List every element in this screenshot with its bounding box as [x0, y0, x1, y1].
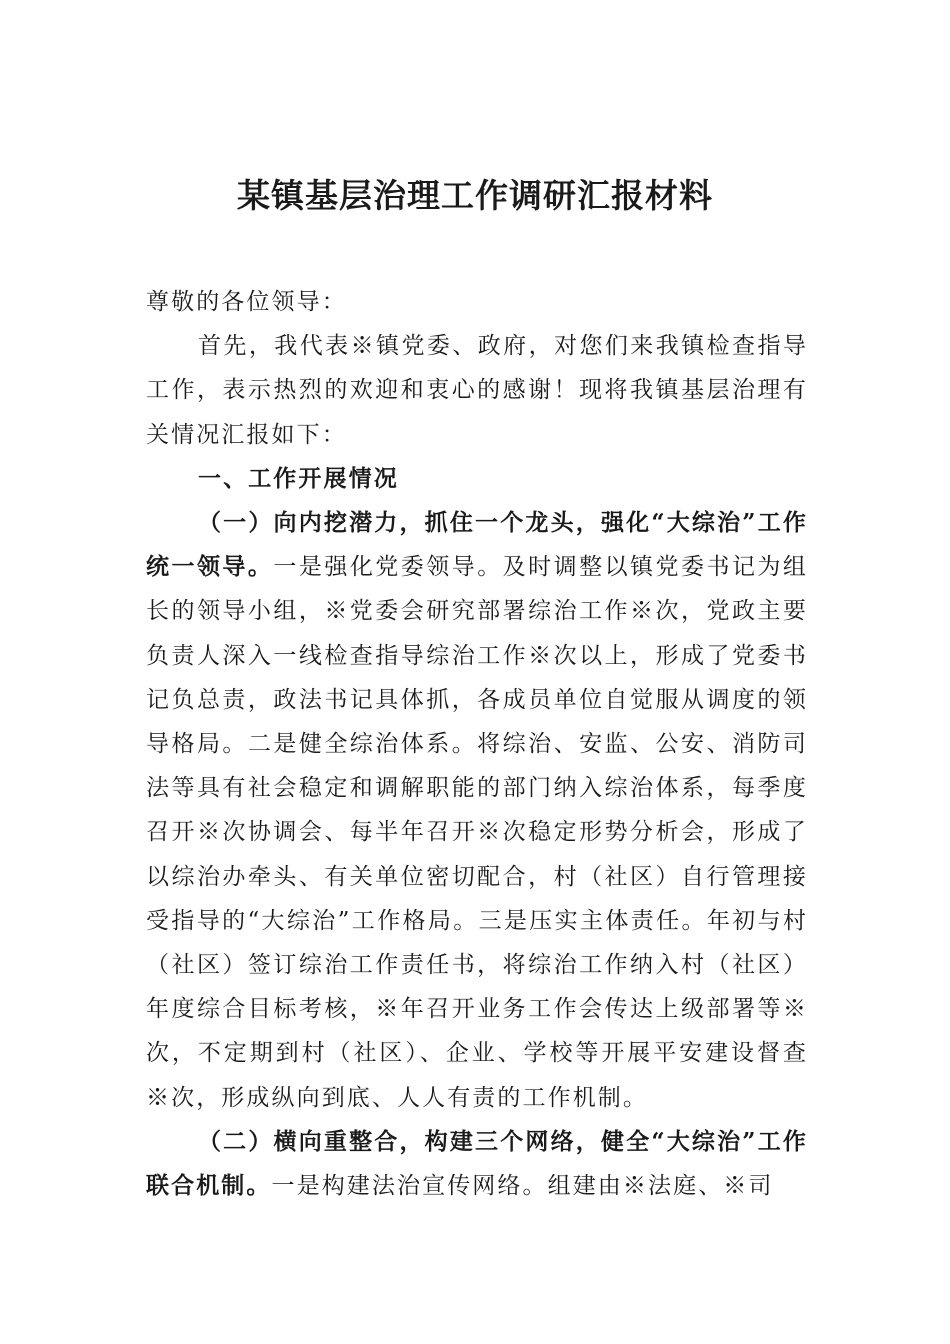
- paragraph-1-body: 一是强化党委领导。及时调整以镇党委书记为组长的领导小组，※党委会研究部署综治工作※次，党政主要负责人深入一线检查指导综治工作※次以上，形成了党委书记负总责，政法书记具体抓，各成员单位自觉服从调度的领导格局。二是健全综治体系。将综治、安监、公安、消防司法等具有社会稳定和调解职能的部门纳入综治体系，每季度召开※次协调会、每半年召开※次稳定形势分析会，形成了以综治办牵头、有关单位密切配合，村（社区）自行管理接受指导的“大综治”工作格局。三是压实主体责任。年初与村（社区）签订综治工作责任书，将综治工作纳入村（社区）年度综合目标考核，※年召开业务工作会传达上级部署等※次，不定期到村（社区）、企业、学校等开展平安建设督查※次，形成纵向到底、人人有责的工作机制。: [146, 554, 809, 1111]
- paragraph-2-body: 一是构建法治宣传网络。组建由※法庭、※司: [271, 1173, 774, 1200]
- intro-paragraph: 首先，我代表※镇党委、政府，对您们来我镇检查指导工作，表示热烈的欢迎和衷心的感谢！现将我镇基层治理有关情况汇报如下：: [146, 333, 808, 448]
- paragraph-1-heading: （一）向内挖潜力，抓住一个龙头，强化“大综治”工作统一领导。: [146, 509, 808, 581]
- document-title: 某镇基层治理工作调研汇报材料: [237, 176, 713, 215]
- document-body: [146, 280, 808, 1208]
- section-heading-1: 一、工作开展情况: [198, 465, 399, 492]
- salutation: 尊敬的各位领导：: [146, 289, 347, 315]
- paragraph-2: [146, 1120, 808, 1208]
- paragraph-1: [146, 501, 808, 1120]
- paragraph-2-heading: （二）横向重整合，构建三个网络，健全“大综治”工作联合机制。: [146, 1127, 808, 1200]
